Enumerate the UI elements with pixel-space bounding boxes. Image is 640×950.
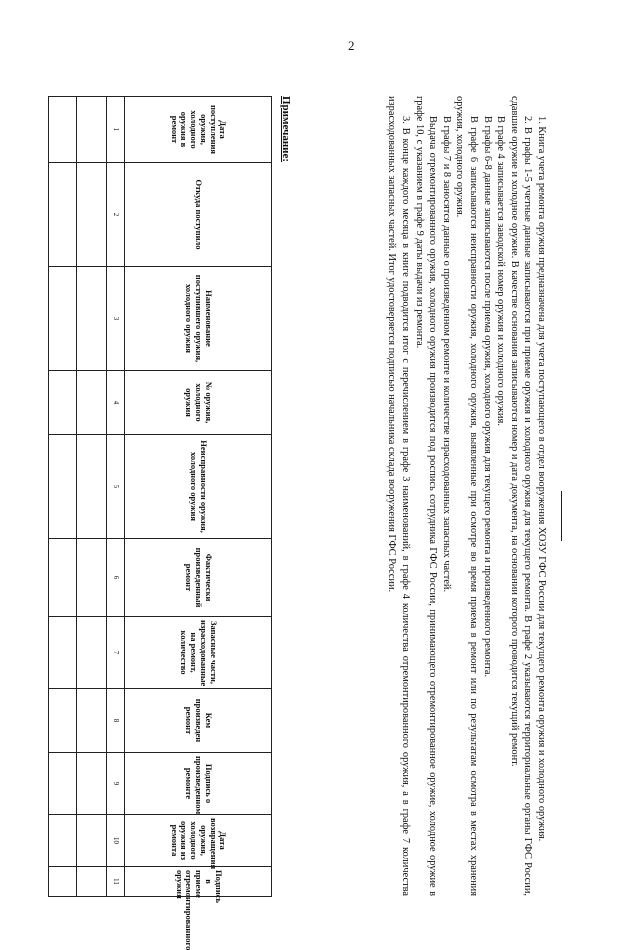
- column-number: 6: [107, 539, 125, 617]
- table-cell: [49, 539, 77, 617]
- table-cell: [49, 163, 77, 267]
- repair-ledger-table: [48, 96, 272, 950]
- column-number: 11: [107, 867, 125, 897]
- note-paragraph-5: В графе 6 записываются неисправности оружия, холодного оружия, выявленные при осмотре во время приема в ремонт или по результатам осмотра в местах хранения оружия, холодного оружия.: [454, 96, 480, 896]
- table-cell: [49, 267, 77, 371]
- table-cell: [76, 97, 106, 163]
- table-cell: [49, 435, 77, 539]
- table-cell: [76, 163, 106, 267]
- header-cell: Подпись о произведенном ремонте: [125, 753, 272, 815]
- table-cell: [49, 689, 77, 753]
- notes-text: [385, 96, 548, 896]
- header-cell: Наименование поступившего оружия, холодного оружия: [125, 267, 272, 371]
- table-cell: [76, 867, 106, 897]
- table-cell: [49, 371, 77, 435]
- table-cell: [49, 753, 77, 815]
- header-cell: Кем произведен ремонт: [125, 689, 272, 753]
- column-number: 8: [107, 689, 125, 753]
- signature-line: [561, 491, 562, 541]
- column-number: 1: [107, 97, 125, 163]
- note-paragraph-1: 1. Книга учета ремонта оружия предназначена для учета поступающего в отдел вооружения ХОЗУ ГФС России для текущего ремонта оружия и холодного оружия.: [536, 116, 547, 842]
- notes-title: Примечание:: [280, 96, 292, 163]
- table-cell: [76, 539, 106, 617]
- table-cell: [76, 689, 106, 753]
- table-cell: [49, 617, 77, 689]
- header-cell: Неисправности оружия, холодного оружия: [125, 435, 272, 539]
- page-number: 2: [348, 38, 355, 53]
- rotated-page-content: [48, 36, 588, 950]
- header-cell: Дата возвращения оружия, холодного оружия из ремонта: [125, 815, 272, 867]
- column-number: 4: [107, 371, 125, 435]
- table-row: [76, 97, 106, 897]
- column-number-row: [107, 97, 125, 897]
- notes-section: [280, 96, 570, 896]
- table-row: [49, 97, 77, 897]
- column-number: 7: [107, 617, 125, 689]
- table-cell: [76, 267, 106, 371]
- column-number: 5: [107, 435, 125, 539]
- header-cell: № оружия, холодного оружия: [125, 371, 272, 435]
- column-number: 10: [107, 815, 125, 867]
- table-cell: [76, 815, 106, 867]
- column-number: 9: [107, 753, 125, 815]
- table-cell: [49, 867, 77, 897]
- header-cell: Подпись в приеме отремонтированного оружия: [125, 867, 272, 897]
- note-paragraph-4: В графы 6-8 данные записываются после приема оружия, холодного оружия для текущего ремонта и произведенного ремонта.: [481, 116, 493, 678]
- column-number: 2: [107, 163, 125, 267]
- header-cell: Дата поступления оружия, холодного оружия в ремонт: [125, 97, 272, 163]
- header-cell: Откуда поступило: [125, 163, 272, 267]
- table-cell: [49, 815, 77, 867]
- note-paragraph-2: 2. В графы 1-5 учетные данные записываются при приеме оружия и холодного оружия для текущего ремонта. В графе 2 указываются территориальные органы ГФС России, сдавшие оружие и холодное оружие. В качестве основания записываются номер и дата документа, на основании которого проводится текущий ремонт.: [508, 96, 534, 896]
- table-cell: [76, 371, 106, 435]
- header-cell: Запасные части, израсходованные на ремонт, количество: [125, 617, 272, 689]
- note-paragraph-3: В графе 4 записывается заводской номер оружия и холодного оружия.: [495, 116, 507, 426]
- header-cell: Фактически произведенный ремонт: [125, 539, 272, 617]
- table-cell: [76, 753, 106, 815]
- note-paragraph-7: Выдача отремонтированного оружия, холодного оружия производится под роспись сотрудника ГФС России, принимающего отремонтированное оружие, холодное оружие в графе 10, с указанием в графе 9 даты выдачи из ремонта.: [413, 96, 439, 896]
- table-cell: [49, 97, 77, 163]
- table-cell: [76, 617, 106, 689]
- note-paragraph-6: В графы 7 и 8 заносятся данные о произведенном ремонте и количестве израсходованных запасных частей.: [440, 116, 452, 593]
- note-paragraph-8: 3. В конце каждого месяца в книге подводится итог с перечислением в графе 3 наименований, в графе 4 количества отремонтированного оружия, а в графе 7 количества израсходованных запасных частей. Итог удостоверяется подписью начальника склада вооружения ГФС России.: [386, 96, 412, 896]
- table-cell: [76, 435, 106, 539]
- header-row: [125, 97, 272, 897]
- column-number: 3: [107, 267, 125, 371]
